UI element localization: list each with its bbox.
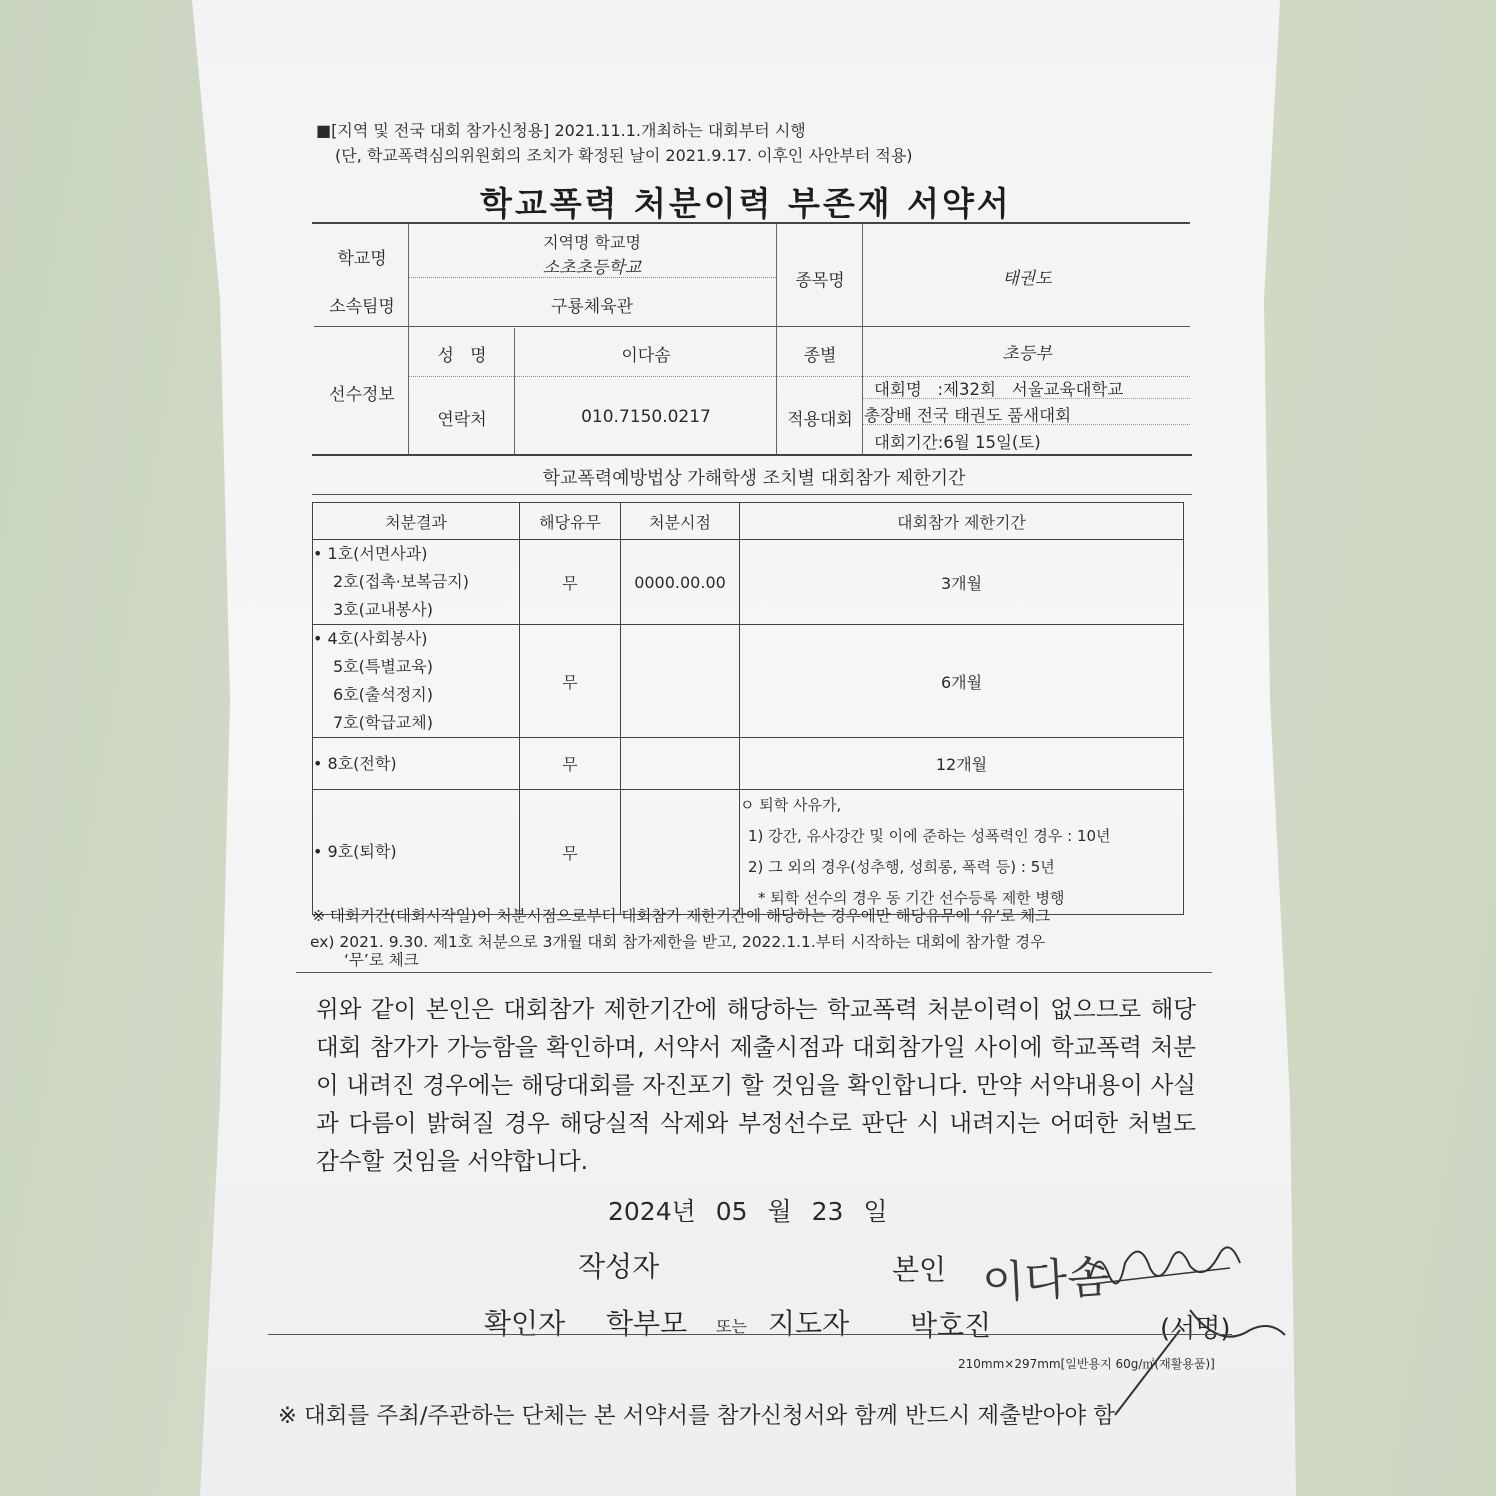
table-row <box>313 540 1184 625</box>
footer-notice: ※ 대회를 주최/주관하는 단체는 본 서약서를 참가신청서와 함께 반드시 제출받아야 함 <box>278 1403 1115 1429</box>
table-header: 해당유무 <box>520 503 621 540</box>
note-example: ex) 2021. 9.30. 제1호 처분으로 3개월 대회 참가제한을 받고, 2022.1.1.부터 시작하는 대회에 참가할 경우 <box>310 933 1046 951</box>
date-cell: 0000.00.00 <box>621 540 740 625</box>
coach-label: 지도자 <box>768 1307 850 1340</box>
signature-divider <box>268 1334 1232 1335</box>
disposition-item: • 4호(사회봉사) <box>313 629 428 648</box>
disposition-cell <box>313 540 520 625</box>
applies-cell: 무 <box>520 790 621 915</box>
header-subnotice: (단, 학교폭력심의위원회의 조치가 확정된 날이 2021.9.17. 이후인 사안부터 적용) <box>335 146 913 165</box>
applies-cell: 무 <box>520 625 621 738</box>
applies-cell: 무 <box>520 738 621 790</box>
limit-line: 2) 그 외의 경우(성추행, 성희롱, 폭력 등) : 5년 <box>748 858 1055 876</box>
disposition-item: • 1호(서면사과) <box>313 544 428 563</box>
sign-label: (서명) <box>1160 1314 1231 1344</box>
date-year: 2024년 <box>608 1197 696 1226</box>
table-row <box>313 738 1184 790</box>
date-day: 23 <box>811 1197 844 1226</box>
limit-line: ㅇ 퇴학 사유가, <box>740 796 842 814</box>
pledge-text: 위와 같이 본인은 대회참가 제한기간에 해당하는 학교폭력 처분이력이 없으므로 해당 대회 참가가 가능함을 확인하며, 서약서 제출시점과 대회참가일 사이에 학교폭력 처분이 내려진 경우에는 해당대회를 자진포기 할 것임을 확인합니다. 만약 서약내용이 사실과 다름이 밝혀질 경우 해당실적 삭제와 부정선수로 판단 시 내려지는 어떠한 처벌도 감수할 것임을 서약합니다. <box>316 995 1196 1175</box>
disposition-item: • 9호(퇴학) <box>313 842 397 861</box>
disposition-item: 2호(접촉·보복금지) <box>333 572 469 591</box>
limit-cell: 3개월 <box>740 540 1184 625</box>
event-value: 태권도 <box>1002 269 1052 289</box>
limit-cell <box>740 790 1184 915</box>
name-value: 이다솜 <box>621 346 671 366</box>
contact-value: 010.7150.0217 <box>581 407 711 427</box>
school-label: 학교명 <box>337 249 387 269</box>
limit-line: 1) 강간, 유사강간 및 이에 준하는 성폭력인 경우 : 10년 <box>748 827 1111 845</box>
writer-label: 작성자 <box>578 1250 660 1283</box>
date-cell <box>621 790 740 915</box>
date-cell <box>621 738 740 790</box>
note-check-rule: ※ 대회기간(대회시작일)이 처분시점으로부터 대회참가 제한기간에 해당하는 경우에만 해당유무에 ‘유’로 체크 <box>312 907 1051 925</box>
table-header: 처분결과 <box>313 503 520 540</box>
competition-label: 적용대회 <box>787 410 853 430</box>
notes-divider <box>296 972 1212 973</box>
category-value: 초등부 <box>1002 344 1052 364</box>
paper-spec: 210mm×297mm[일반용지 60g/㎡(재활용품)] <box>958 1357 1215 1371</box>
disposition-cell <box>313 625 520 738</box>
player-info-label: 선수정보 <box>329 385 395 405</box>
limit-cell: 12개월 <box>740 738 1184 790</box>
info-col-line <box>776 224 777 454</box>
team-value: 구룡체육관 <box>550 297 634 317</box>
team-label: 소속팀명 <box>329 297 395 317</box>
school-value: 소초초등학교 <box>542 258 642 278</box>
disposition-item: 3호(교내봉사) <box>333 600 433 619</box>
competition-name-line1: 대회명 :제32회 서울교육대학교 <box>874 380 1124 399</box>
competition-period: 대회기간:6월 15일(토) <box>874 433 1041 452</box>
document-title: 학교폭력 처분이력 부존재 서약서 <box>480 184 1012 223</box>
school-sublabel: 지역명 학교명 <box>543 233 641 252</box>
table-row <box>313 790 1184 915</box>
name-label: 성 명 <box>437 346 487 366</box>
date-day-label: 일 <box>863 1197 888 1226</box>
note-example-check: ‘무’로 체크 <box>344 951 419 969</box>
contact-label: 연락처 <box>437 410 487 430</box>
date-cell <box>621 625 740 738</box>
disposition-table <box>312 502 1184 915</box>
info-top-border <box>312 222 1190 224</box>
info-col-line <box>862 224 863 454</box>
category-label: 종별 <box>803 346 837 366</box>
coach-name: 박호진 <box>910 1309 992 1342</box>
info-bottom-border <box>312 454 1192 456</box>
limit-line: * 퇴학 선수의 경우 동 기간 선수등록 제한 병행 <box>758 889 1065 907</box>
section-divider <box>312 494 1192 495</box>
competition-name-line2: 총장배 전국 태권도 품새대회 <box>864 406 1072 425</box>
info-col-line <box>514 328 515 454</box>
confirmer-label: 확인자 <box>484 1307 566 1340</box>
or-label: 또는 <box>716 1317 747 1336</box>
signing-date <box>608 1192 888 1228</box>
table-header: 대회참가 제한기간 <box>740 503 1184 540</box>
parent-label: 학부모 <box>606 1307 688 1340</box>
date-month-label: 월 <box>767 1197 792 1226</box>
disposition-item: 7호(학급교체) <box>333 713 433 732</box>
disposition-cell <box>313 790 520 915</box>
info-col-line <box>408 224 409 454</box>
info-divider <box>314 326 1190 327</box>
disposition-item: • 8호(전학) <box>313 753 397 773</box>
self-label: 본인 <box>892 1253 947 1286</box>
table-header-row <box>313 503 1184 540</box>
self-name-handwritten: 이다솜 <box>980 1251 1111 1310</box>
handwritten-signature-icon <box>1080 1228 1260 1298</box>
header-notice: ■[지역 및 전국 대회 참가신청용] 2021.11.1.개최하는 대회부터 시행 <box>316 121 806 140</box>
disposition-item: 5호(특별교육) <box>333 657 433 676</box>
disposition-cell <box>313 738 520 790</box>
date-month: 05 <box>715 1197 748 1226</box>
applies-cell: 무 <box>520 540 621 625</box>
section-title: 학교폭력예방법상 가해학생 조치별 대회참가 제한기간 <box>542 468 966 489</box>
disposition-item: 6호(출석정지) <box>333 685 433 704</box>
table-header: 처분시점 <box>621 503 740 540</box>
event-label: 종목명 <box>795 271 845 291</box>
limit-cell: 6개월 <box>740 625 1184 738</box>
table-row <box>313 625 1184 738</box>
